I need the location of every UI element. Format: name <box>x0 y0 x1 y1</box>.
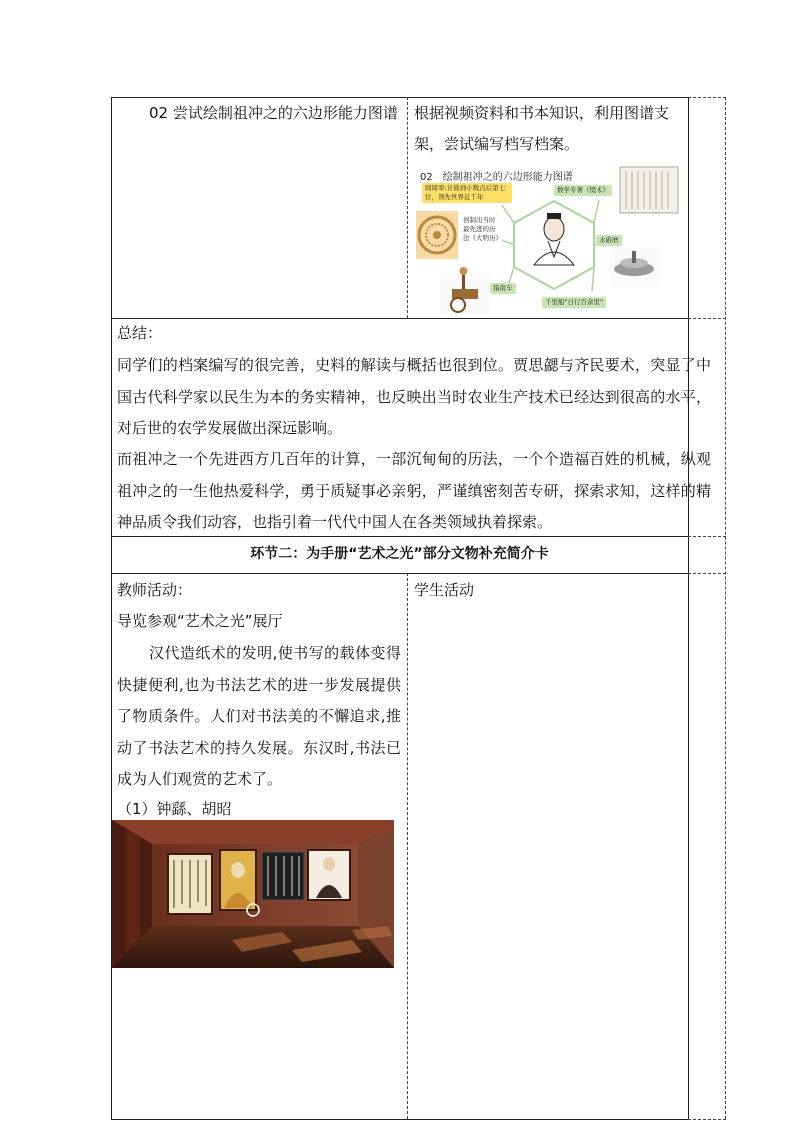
teacher-heading: 教师活动： <box>117 581 193 599</box>
row5-divider <box>407 573 408 1119</box>
label-math-book: 数学专著《缀术》 <box>554 185 612 196</box>
hexagon-ability-figure <box>414 165 682 315</box>
row3-bottom <box>111 573 688 574</box>
teacher-body-text: 汉代造纸术的发明,使书写的载体变得快捷便利,也为书法艺术的进一步发展提供了物质条件。人们对书法美的不懈追求,推动了书法艺术的持久发展。东汉时,书法已成为人们观赏的艺术了。 <box>117 644 401 788</box>
teacher-item1: （1）钟繇、胡昭 <box>117 800 232 818</box>
zu-chongzhi-portrait <box>534 213 574 265</box>
row1-bottom <box>111 318 688 319</box>
gallery-room-image <box>112 820 394 968</box>
table-bottom-border <box>111 1119 688 1120</box>
water-mill-image <box>610 247 660 287</box>
student-heading: 学生活动 <box>414 581 475 599</box>
label-pi: 圆周率:计算到小数点后第七位，领先世界近千年 <box>422 183 512 203</box>
section2-title: 环节二：为手册“艺术之光”部分文物补充简介卡 <box>250 546 549 562</box>
summary-paragraph-1: 同学们的档案编写的很完善，史料的解读与概括也很到位。贾思勰与齐民要术，突显了中国古代科学家以民生为本的务实精神，也反映出当时农业生产技术已经达到很高的水平，对后世的农学发展做出深远影响。 <box>117 356 711 437</box>
table-bottom-border-ext <box>688 1119 726 1120</box>
table-outer-dashed-border <box>725 97 726 1119</box>
row1-left-text: 02 尝试绘制祖冲之的六边形能力图谱 <box>149 104 398 122</box>
table-right-border <box>688 97 689 1119</box>
label-water-mill: 水碓磨 <box>596 235 622 246</box>
summary-paragraph-2: 而祖冲之一个先进西方几百年的计算，一部沉甸甸的历法，一个个造福百姓的机械，纵观祖冲之的一生他热爱科学，勇于质疑事必亲躬，严谨缜密刻苦专研，探索求知，这样的精神品质令我们动容，也指引着一代代中国人在各类领域执着探索。 <box>117 450 711 531</box>
row1-divider <box>407 97 408 318</box>
figure-title: 02 绘制祖冲之的六边形能力图谱 <box>420 172 573 183</box>
teacher-tour-text: 导览参观“艺术之光”展厅 <box>117 612 283 630</box>
label-calendar: 创制出当时最先进的历法《大明历》 <box>460 215 502 244</box>
compass-chariot-image <box>440 267 490 315</box>
row3-bottom-ext <box>688 573 726 574</box>
label-boat: 千里船"日行百余里" <box>542 297 606 308</box>
row1-right-text: 根据视频资料和书本知识，利用图谱支架，尝试编写档写档案。 <box>414 104 670 153</box>
row1-bottom-ext <box>688 318 726 319</box>
label-compass: 指南车 <box>490 283 516 294</box>
book-image <box>620 167 678 213</box>
summary-heading: 总结： <box>117 324 163 342</box>
table-top-border-ext <box>688 97 726 98</box>
